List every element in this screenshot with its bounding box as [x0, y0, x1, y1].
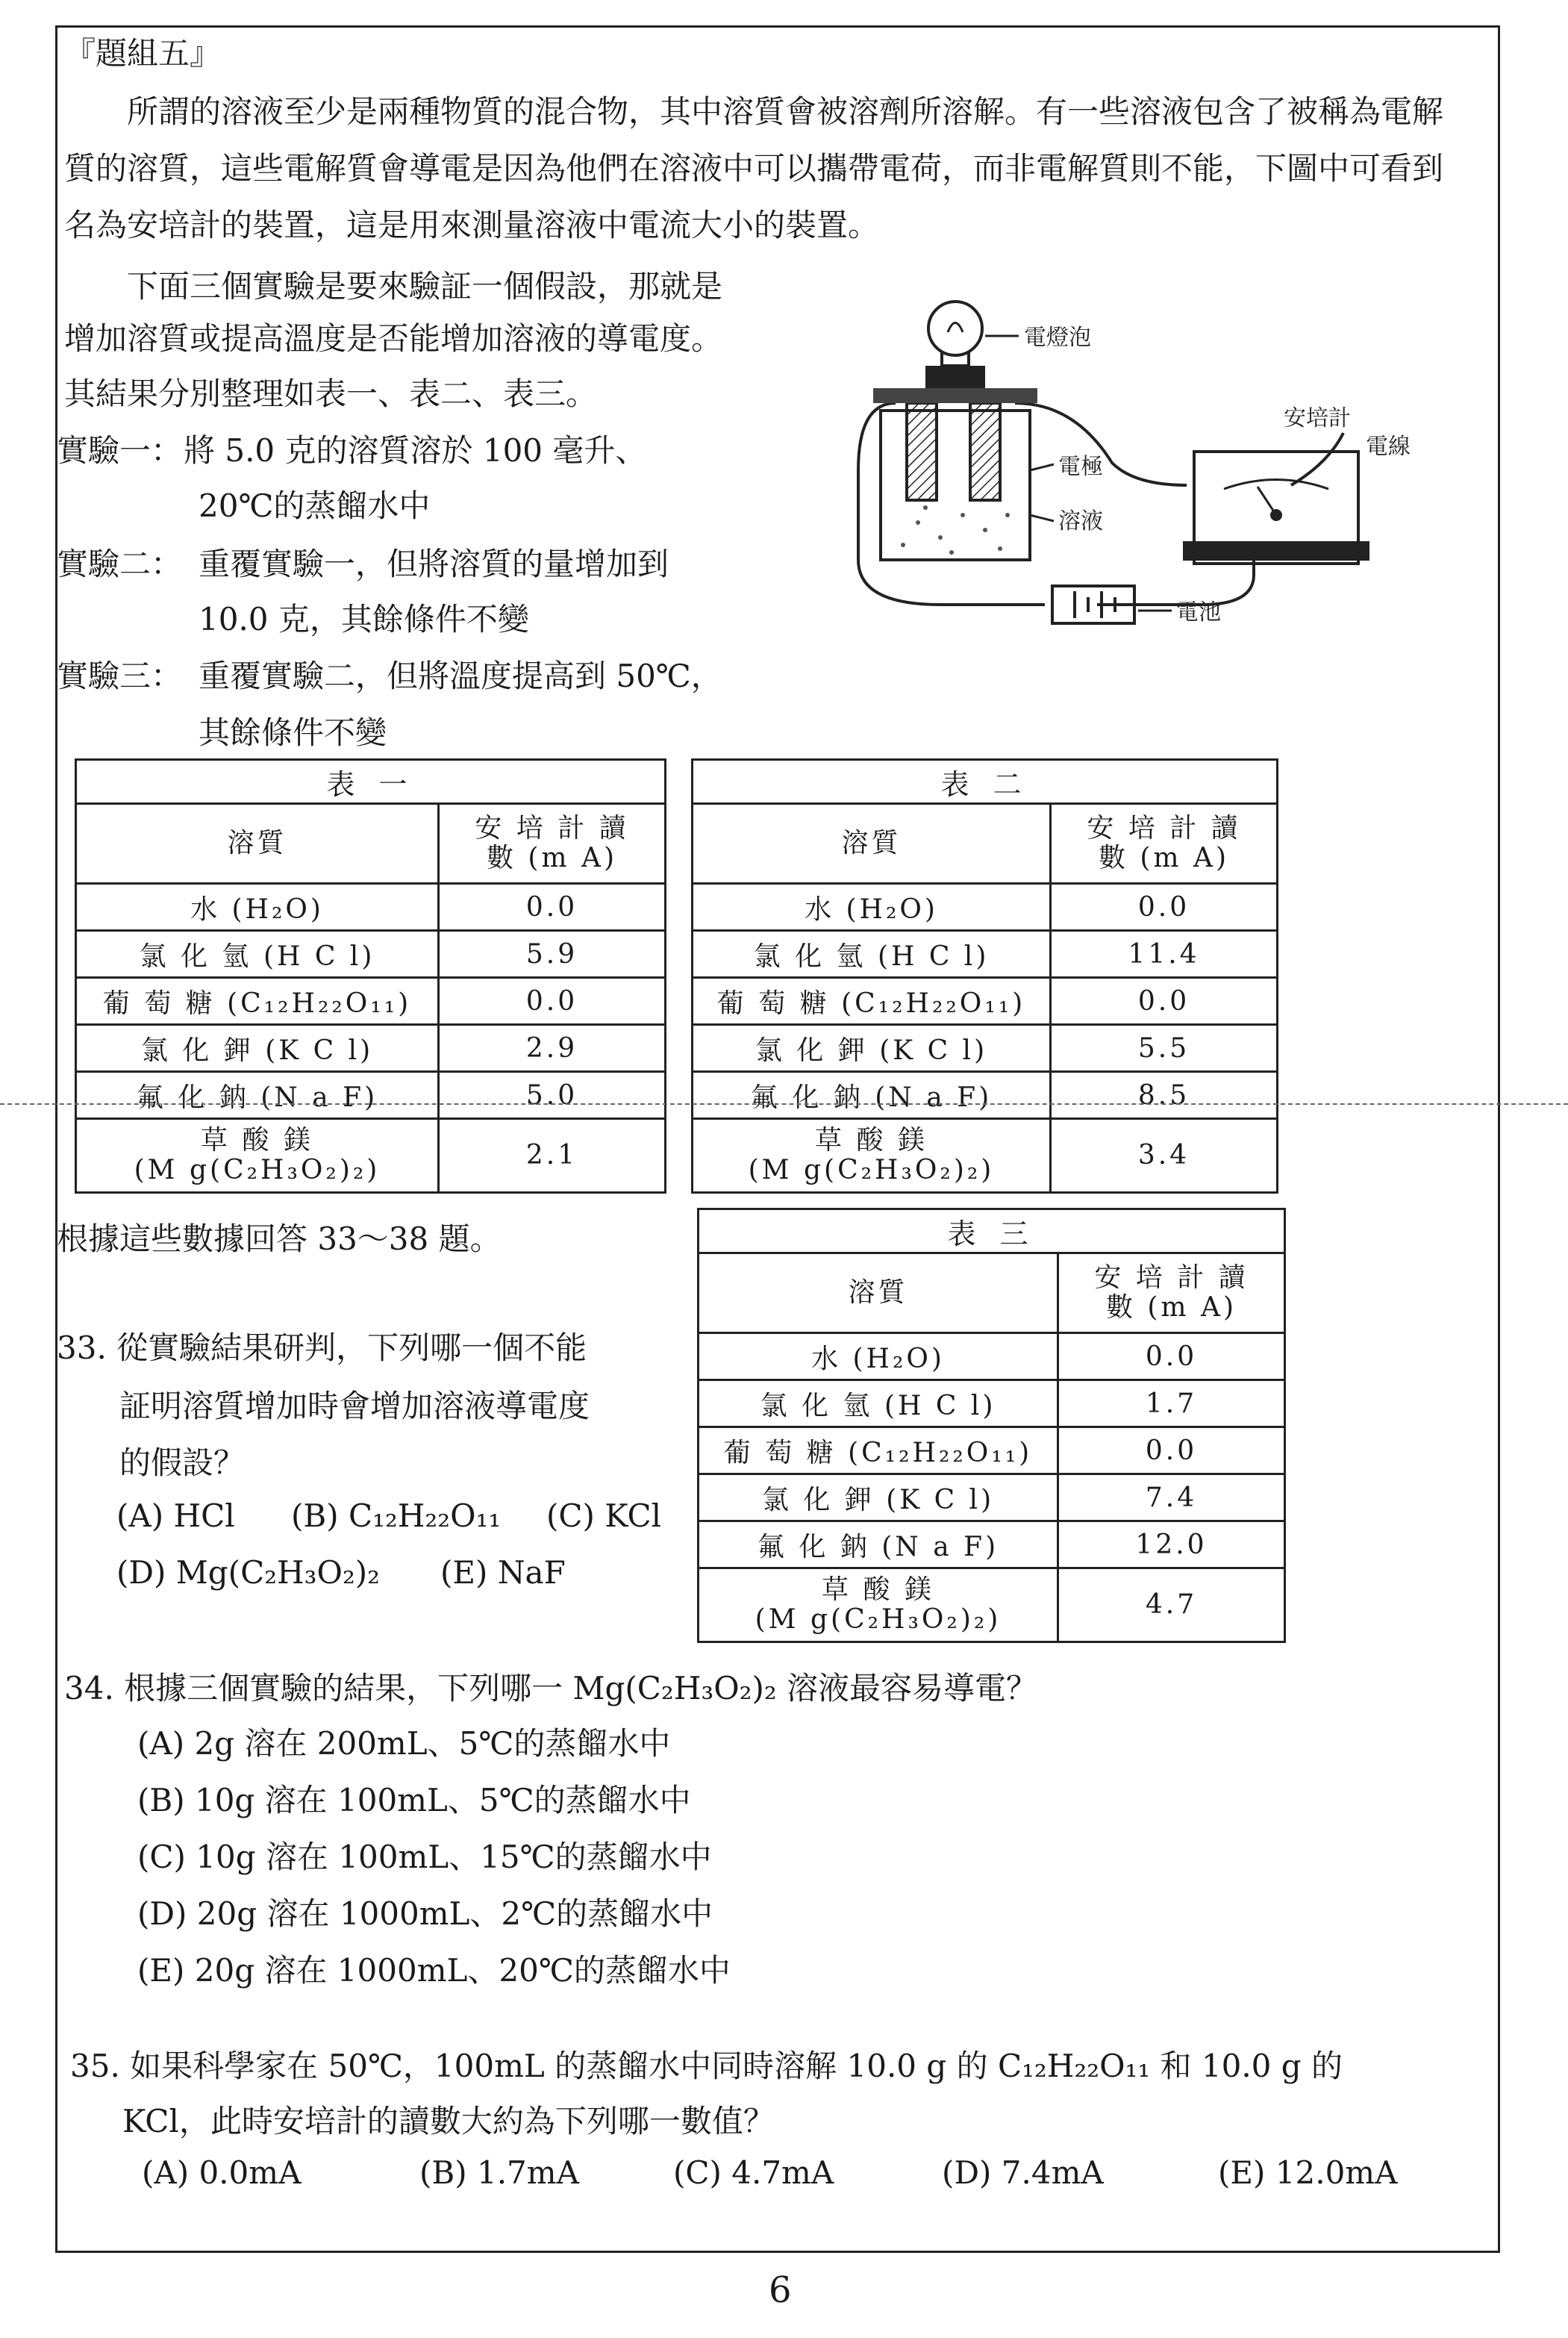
question-34-option-d: (D) 20g 溶在 1000mL、2℃的蒸餾水中: [137, 1895, 713, 1932]
label-solution: 溶液: [1058, 508, 1103, 534]
experiment-3-line-1: 重覆實驗二，但將溫度提高到 50℃，: [199, 658, 722, 694]
table-1-header-reading: 安 培 計 讀 數 (m A): [439, 804, 666, 884]
table-row-value: 5.9: [439, 931, 666, 978]
question-35-option-a: (A) 0.0mA: [142, 2154, 302, 2191]
question-34-stem: 34. 根據三個實驗的結果，下列哪一 Mg(C₂H₃O₂)₂ 溶液最容易導電？: [64, 1670, 1038, 1706]
table-3-header-reading: 安 培 計 讀 數 (m A): [1058, 1253, 1285, 1333]
table-1-title: 表 一: [76, 760, 666, 804]
table-row-solute: 葡 萄 糖 (C₁₂H₂₂O₁₁): [76, 978, 439, 1025]
question-34-option-e: (E) 20g 溶在 1000mL、20℃的蒸餾水中: [137, 1952, 731, 1989]
table-row-value: 0.0: [1058, 1333, 1285, 1380]
table-row-value: 5.5: [1051, 1025, 1278, 1072]
question-34-option-c: (C) 10g 溶在 100mL、15℃的蒸餾水中: [137, 1839, 712, 1875]
lead-in-text: 根據這些數據回答 33～38 題。: [57, 1221, 502, 1257]
page-number: 6: [769, 2269, 792, 2311]
table-row-solute: 草 酸 鎂 (M g(C₂H₃O₂)₂): [699, 1568, 1058, 1642]
intro-line-1: 下面三個實驗是要來驗証一個假設，那就是: [127, 268, 723, 305]
table-row-value: 7.4: [1058, 1474, 1285, 1521]
table-row-solute: 氟 化 鈉 (N a F): [693, 1072, 1051, 1119]
question-33-option-a: (A) HCl: [116, 1497, 235, 1534]
label-bulb: 電燈泡: [1024, 325, 1091, 351]
table-row-solute: 氯 化 鉀 (K C l): [76, 1025, 439, 1072]
table-row-solute: 氯 化 氫 (H C l): [699, 1380, 1058, 1427]
table-row-solute: 草 酸 鎂 (M g(C₂H₃O₂)₂): [76, 1119, 439, 1193]
table-row-solute: 氯 化 鉀 (K C l): [693, 1025, 1051, 1072]
table-row-value: 5.0: [439, 1072, 666, 1119]
table-row-solute: 水 (H₂O): [76, 884, 439, 931]
experiment-2-line-1: 重覆實驗一，但將溶質的量增加到: [199, 546, 669, 582]
question-35-option-e: (E) 12.0mA: [1218, 2154, 1398, 2191]
table-row-value: 2.9: [439, 1025, 666, 1072]
intro-line-3: 其結果分別整理如表一、表二、表三。: [64, 375, 598, 412]
table-row-solute: 葡 萄 糖 (C₁₂H₂₂O₁₁): [699, 1427, 1058, 1474]
light-bulb-icon: [928, 302, 982, 355]
table-1-header-solute: 溶質: [76, 804, 439, 884]
question-33-line-2: 証明溶質增加時會增加溶液導電度: [119, 1388, 590, 1424]
label-wire: 電線: [1366, 434, 1411, 460]
table-row-solute: 草 酸 鎂 (M g(C₂H₃O₂)₂): [693, 1119, 1051, 1193]
table-row-value: 0.0: [439, 884, 666, 931]
table-2: [691, 758, 1278, 1194]
label-electrode: 電極: [1058, 454, 1103, 480]
question-35-option-d: (D) 7.4mA: [942, 2154, 1104, 2191]
table-1: [75, 758, 666, 1194]
table-3: [697, 1208, 1286, 1643]
question-35-line-1: 35. 如果科學家在 50℃，100mL 的蒸餾水中同時溶解 10.0 g 的 C₁₂H₂₂O₁₁ 和 10.0 g 的: [70, 2048, 1343, 2084]
table-row-value: 2.1: [439, 1119, 666, 1193]
question-34-option-a: (A) 2g 溶在 200mL、5℃的蒸餾水中: [137, 1725, 671, 1762]
intro-line-2: 增加溶質或提高溫度是否能增加溶液的導電度。: [64, 320, 723, 357]
table-row-solute: 水 (H₂O): [699, 1333, 1058, 1380]
question-33-option-e: (E) NaF: [440, 1554, 566, 1591]
question-33-option-b: (B) C₁₂H₂₂O₁₁: [291, 1497, 502, 1534]
table-row-value: 0.0: [1051, 978, 1278, 1025]
table-row-value: 11.4: [1051, 931, 1278, 978]
question-35-option-c: (C) 4.7mA: [673, 2154, 834, 2191]
label-battery: 電池: [1176, 599, 1221, 626]
question-34-option-b: (B) 10g 溶在 100mL、5℃的蒸餾水中: [137, 1782, 691, 1818]
group-title: 『題組五』: [64, 35, 222, 72]
experiment-2-label: 實驗二：: [57, 546, 183, 582]
table-row-value: 4.7: [1058, 1568, 1285, 1642]
table-row-solute: 氯 化 氫 (H C l): [693, 931, 1051, 978]
table-row-solute: 氟 化 鈉 (N a F): [699, 1521, 1058, 1568]
experiment-2-line-2: 10.0 克，其餘條件不變: [199, 601, 529, 638]
question-35-option-b: (B) 1.7mA: [419, 2154, 579, 2191]
table-row-solute: 水 (H₂O): [693, 884, 1051, 931]
experiment-1-label: 實驗一：: [57, 432, 183, 469]
table-row-value: 3.4: [1051, 1119, 1278, 1193]
table-2-header-reading: 安 培 計 讀 數 (m A): [1051, 804, 1278, 884]
table-row-solute: 葡 萄 糖 (C₁₂H₂₂O₁₁): [693, 978, 1051, 1025]
table-2-header-solute: 溶質: [693, 804, 1051, 884]
label-ammeter: 安培計: [1284, 405, 1351, 431]
experiment-1-line-1: 將 5.0 克的溶質溶於 100 毫升、: [184, 432, 647, 469]
conductivity-apparatus-diagram: [851, 291, 1448, 642]
table-row-solute: 氟 化 鈉 (N a F): [76, 1072, 439, 1119]
table-row-value: 0.0: [1058, 1427, 1285, 1474]
table-row-solute: 氯 化 氫 (H C l): [76, 931, 439, 978]
experiment-3-label: 實驗三：: [57, 658, 183, 694]
table-row-value: 12.0: [1058, 1521, 1285, 1568]
fold-line: [0, 1103, 1568, 1105]
table-3-title: 表 三: [699, 1209, 1285, 1253]
question-33-line-3: 的假設？: [119, 1444, 246, 1481]
experiment-1-line-2: 20℃的蒸餾水中: [199, 487, 431, 524]
table-row-value: 8.5: [1051, 1072, 1278, 1119]
question-33-option-d: (D) Mg(C₂H₃O₂)₂: [116, 1554, 381, 1591]
table-row-solute: 氯 化 鉀 (K C l): [699, 1474, 1058, 1521]
table-row-value: 0.0: [1051, 884, 1278, 931]
question-33-option-c: (C) KCl: [546, 1497, 662, 1534]
question-33-line-1: 33. 從實驗結果研判，下列哪一個不能: [57, 1329, 587, 1366]
experiment-3-line-2: 其餘條件不變: [199, 714, 387, 751]
intro-paragraph: 所謂的溶液至少是兩種物質的混合物，其中溶質會被溶劑所溶解。有一些溶液包含了被稱為電解質的溶質，這些電解質會導電是因為他們在溶液中可以攜帶電荷，而非電解質則不能，下圖中可看到名為安培計的裝置，這是用來測量溶液中電流大小的裝置。: [64, 93, 1444, 243]
table-2-title: 表 二: [693, 760, 1278, 804]
table-row-value: 0.0: [439, 978, 666, 1025]
table-row-value: 1.7: [1058, 1380, 1285, 1427]
table-3-header-solute: 溶質: [699, 1253, 1058, 1333]
question-35-line-2: KCl，此時安培計的讀數大約為下列哪一數值？: [122, 2103, 775, 2139]
